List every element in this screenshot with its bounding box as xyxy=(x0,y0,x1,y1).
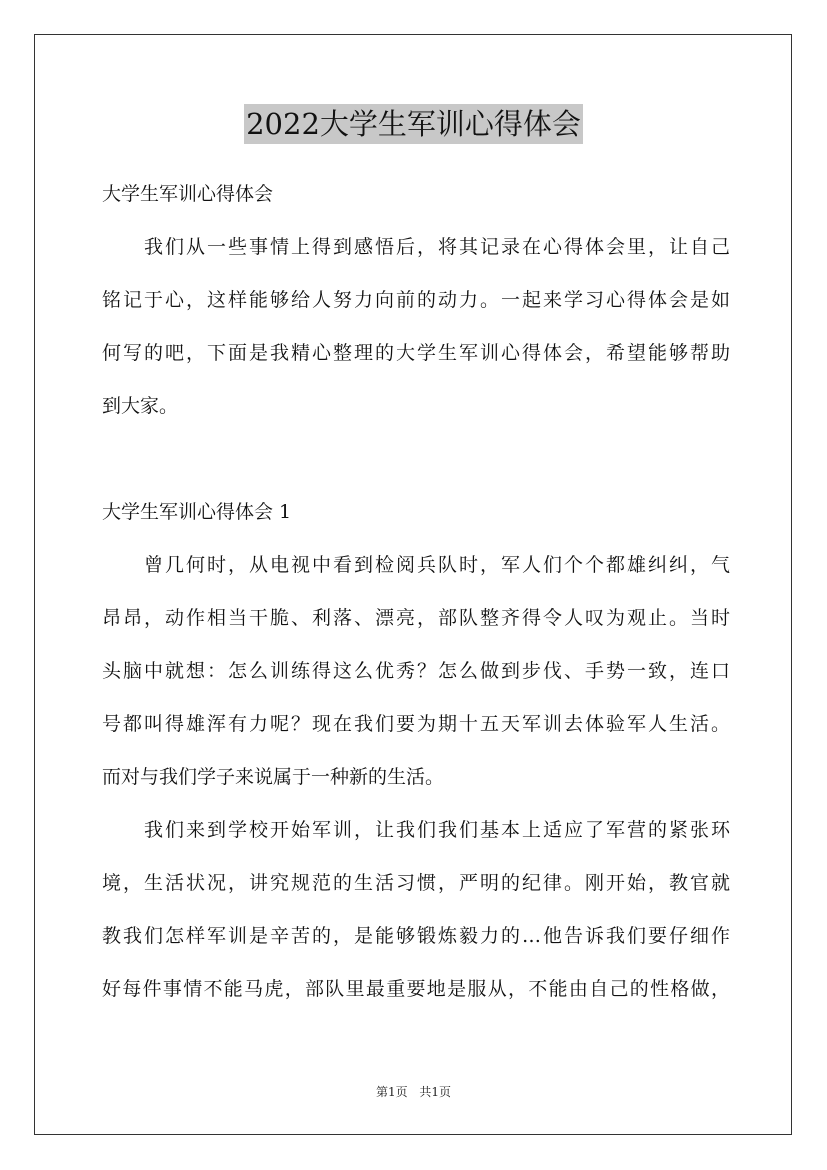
page-number: 第1页 xyxy=(375,1085,408,1099)
section-heading-intro: 大学生军训心得体会 xyxy=(102,183,274,205)
paragraph-line: 好每件事情不能马虎，部队里最重要地是服从，不能由自己的性格做， xyxy=(102,978,730,1000)
paragraph-line: 头脑中就想：怎么训练得这么优秀？怎么做到步伐、手势一致，连口 xyxy=(102,660,730,682)
paragraph-line: 曾几何时，从电视中看到检阅兵队时，军人们个个都雄纠纠，气 xyxy=(144,554,730,576)
document-title: 2022大学生军训心得体会 xyxy=(244,104,583,144)
document-body xyxy=(102,168,730,1016)
paragraph-line: 而对与我们学子来说属于一种新的生活。 xyxy=(102,766,445,788)
page-footer xyxy=(0,1083,827,1100)
intro-line: 何写的吧，下面是我精心整理的大学生军训心得体会，希望能够帮助 xyxy=(102,342,730,364)
paragraph-line: 号都叫得雄浑有力呢？现在我们要为期十五天军训去体验军人生活。 xyxy=(102,713,730,735)
paragraph-line: 境，生活状况，讲究规范的生活习惯，严明的纪律。刚开始，教官就 xyxy=(102,872,730,894)
section-heading-1: 大学生军训心得体会 1 xyxy=(102,501,292,523)
page-total: 共1页 xyxy=(419,1085,452,1099)
title-container xyxy=(0,104,827,144)
intro-line: 到大家。 xyxy=(102,395,179,417)
intro-line: 铭记于心，这样能够给人努力向前的动力。一起来学习心得体会是如 xyxy=(102,289,730,311)
paragraph-line: 我们来到学校开始军训，让我们我们基本上适应了军营的紧张环 xyxy=(144,819,730,841)
intro-line: 我们从一些事情上得到感悟后，将其记录在心得体会里，让自己 xyxy=(144,236,730,258)
spacer xyxy=(102,433,730,486)
paragraph-line: 昂昂，动作相当干脆、利落、漂亮，部队整齐得令人叹为观止。当时 xyxy=(102,607,730,629)
paragraph-line: 教我们怎样军训是辛苦的，是能够锻炼毅力的…他告诉我们要仔细作 xyxy=(102,925,730,947)
